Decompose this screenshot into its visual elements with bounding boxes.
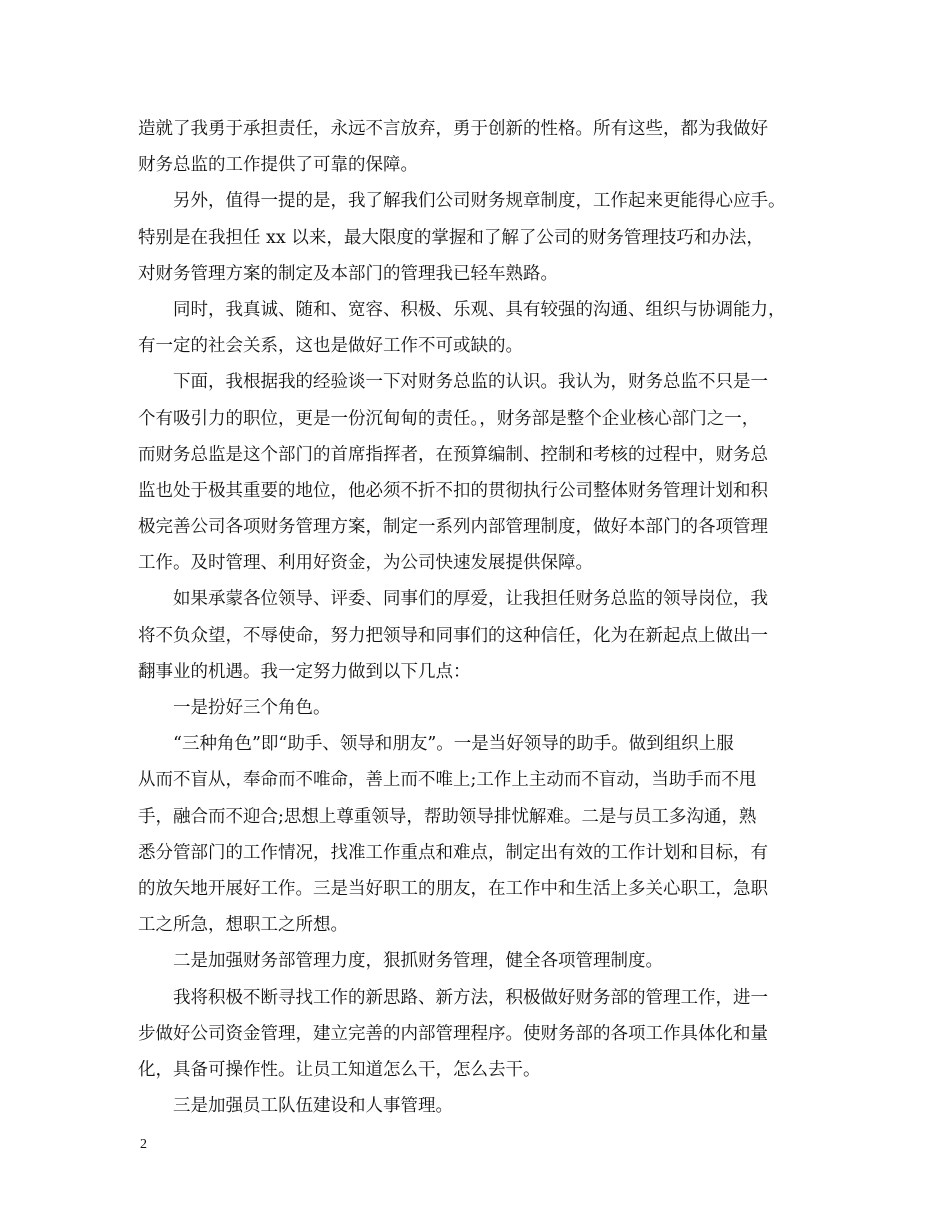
text-line: 造就了我勇于承担责任，永远不言放弃，勇于创新的性格。所有这些，都为我做好 <box>138 119 768 139</box>
text-line: 三是加强员工队伍建设和人事管理。 <box>173 1096 453 1117</box>
text-line: 有一定的社会关系，这也是做好工作不可或缺的。 <box>138 336 523 357</box>
text-line: 我将积极不断寻找工作的新思路、新方法，积极做好财务部的管理工作，进一 <box>173 987 768 1008</box>
text-line: “三种角色”即“助手、领导和朋友”。一是当好领导的助手。做到组织上服 <box>173 734 734 755</box>
text-line: 化，具备可操作性。让员工知道怎么干，怎么去干。 <box>138 1059 541 1080</box>
text-line: 同时，我真诚、随和、宽容、积极、乐观、具有较强的沟通、组织与协调能力， <box>173 299 786 320</box>
text-line: 对财务管理方案的制定及本部门的管理我已轻车熟路。 <box>138 263 558 284</box>
text-line: 从而不盲从，奉命而不唯命，善上而不唯上;工作上主动而不盲动，当助手而不甩 <box>138 770 757 791</box>
text-line: 下面，我根据我的经验谈一下对财务总监的认识。我认为，财务总监不只是一 <box>173 372 768 393</box>
text-line: 另外，值得一提的是，我了解我们公司财务规章制度，工作起来更能得心应手。 <box>173 191 786 212</box>
text-line: 步做好公司资金管理，建立完善的内部管理程序。使财务部的各项工作具体化和量 <box>138 1023 768 1044</box>
text-line: 悉分管部门的工作情况，找准工作重点和难点，制定出有效的工作计划和目标，有 <box>138 842 768 863</box>
text-line: 财务总监的工作提供了可靠的保障。 <box>138 155 418 176</box>
text-line: 监也处于极其重要的地位，他必须不折不扣的贯彻执行公司整体财务管理计划和积 <box>138 480 768 501</box>
text-line: 二是加强财务部管理力度，狠抓财务管理，健全各项管理制度。 <box>173 951 663 972</box>
text-line: 而财务总监是这个部门的首席指挥者，在预算编制、控制和考核的过程中，财务总 <box>138 444 768 465</box>
text-line: 一是扮好三个角色。 <box>173 698 331 718</box>
text-line: 工之所急，想职工之所想。 <box>138 915 348 936</box>
text-line: 如果承蒙各位领导、评委、同事们的厚爱，让我担任财务总监的领导岗位，我 <box>173 589 768 610</box>
text-line: 工作。及时管理、利用好资金，为公司快速发展提供保障。 <box>138 553 593 574</box>
text-line: 个有吸引力的职位，更是一份沉甸甸的责任。，财务部是整个企业核心部门之一， <box>138 408 760 429</box>
text-line: 手，融合而不迎合;思想上尊重领导，帮助领导排忧解难。二是与员工多沟通，熟 <box>138 806 757 827</box>
text-line: 的放矢地开展好工作。三是当好职工的朋友，在工作中和生活上多关心职工，急职 <box>138 878 768 899</box>
text-line: 特别是在我担任 xx 以来，最大限度的掌握和了解了公司的财务管理技巧和办法， <box>138 227 764 248</box>
text-line: 极完善公司各项财务管理方案，制定一系列内部管理制度，做好本部门的各项管理 <box>138 517 768 538</box>
text-line: 将不负众望，不辱使命，努力把领导和同事们的这种信任，化为在新起点上做出一 <box>138 625 768 646</box>
body-text <box>138 111 828 1124</box>
text-line: 翻事业的机遇。我一定努力做到以下几点： <box>138 661 471 682</box>
page-number: 2 <box>140 1137 147 1152</box>
